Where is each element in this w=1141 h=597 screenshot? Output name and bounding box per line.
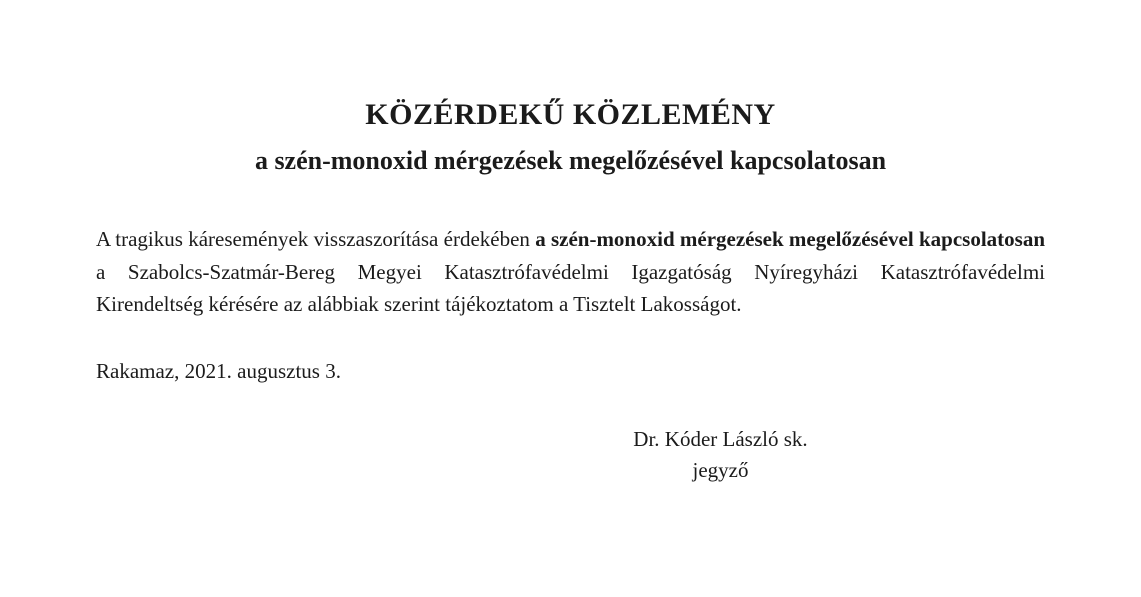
page-title: KÖZÉRDEKŰ KÖZLEMÉNY xyxy=(365,98,776,131)
signature-block xyxy=(96,424,1045,487)
body-segment-2: a Szabolcs-Szatmár-Bereg Megyei Katasztrófavédelmi Igazgatóság Nyíregyházi Katasztrófavédelmi Kirendeltség kérésére az alábbiak szerint tájékoztatom a Tisztelt Lakosságot. xyxy=(96,259,1045,317)
signature-name: Dr. Kóder László sk. xyxy=(633,426,808,451)
place-and-date: Rakamaz, 2021. augusztus 3. xyxy=(96,358,341,383)
title-block xyxy=(96,96,1045,177)
body-segment-1: A tragikus káresemények visszaszorítása érdekében xyxy=(96,227,536,252)
page-subtitle: a szén-monoxid mérgezések megelőzésével kapcsolatosan xyxy=(254,145,887,175)
body-emphasis-1: a szén-monoxid mérgezések megelőzésével kapcsolatosan xyxy=(535,227,1045,252)
document-page xyxy=(0,96,1141,597)
signature-role: jegyző xyxy=(692,458,749,483)
body-paragraph xyxy=(96,223,1045,321)
